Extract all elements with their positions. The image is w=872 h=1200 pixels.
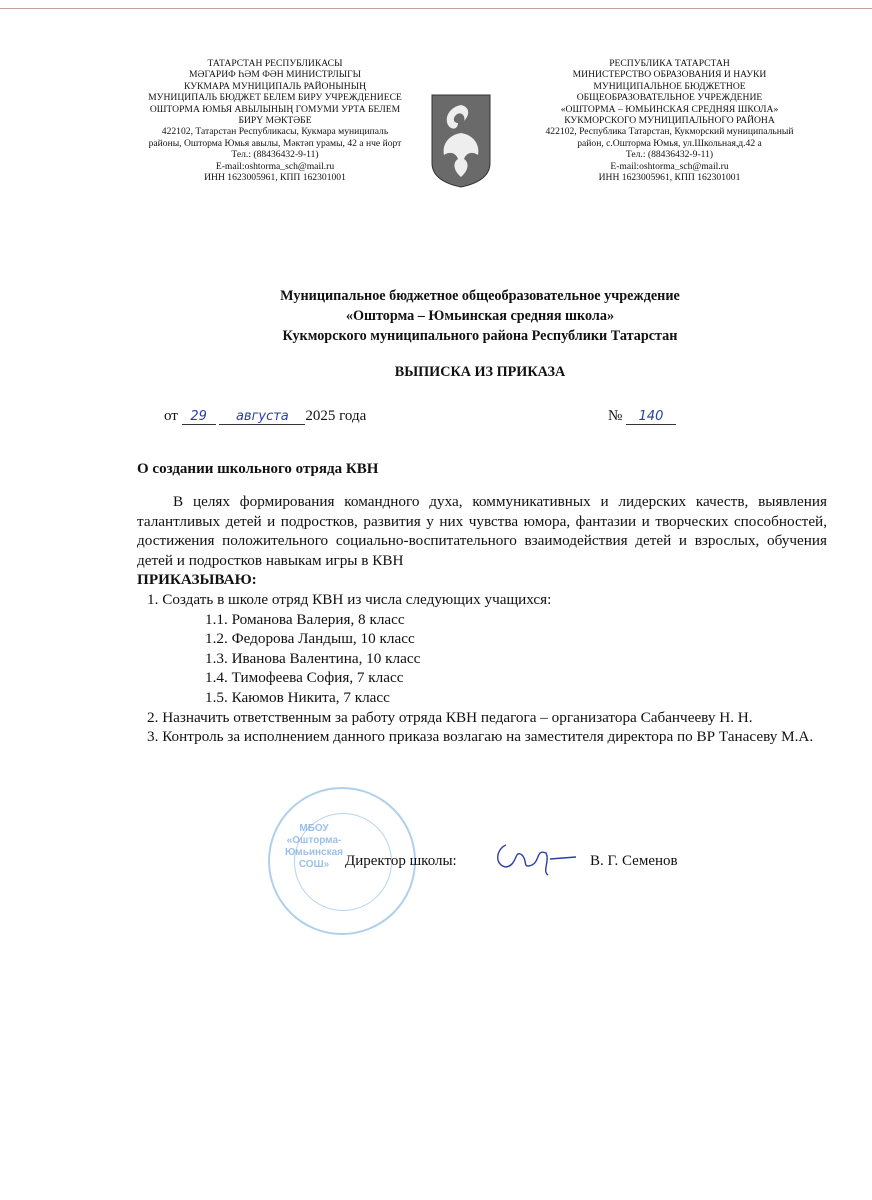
date-prefix: от — [164, 408, 178, 424]
header-line: 422102, Республика Татарстан, Кукморский муниципальный — [545, 126, 794, 138]
header-line: РЕСПУБЛИКА ТАТАРСТАН — [609, 58, 730, 69]
header-line: ОШТОРМА ЮМЬЯ АВЫЛЫНЫҢ ГОМУМИ УРТА БЕЛЕМ — [149, 103, 401, 115]
order-item: 3. Контроль за исполнением данного приказа возлагаю на заместителя директора по ВР Танасеву М.А. — [147, 728, 814, 746]
header-line: КУКМОРСКОГО МУНИЦИПАЛЬНОГО РАЙОНА — [564, 115, 775, 127]
order-word: ПРИКАЗЫВАЮ: — [137, 571, 257, 589]
org-name-line: Кукморского муниципального района Республики Татарстан — [282, 328, 678, 344]
header-line: МУНИЦИПАЛЬНОЕ БЮДЖЕТНОЕ — [593, 80, 746, 92]
header-line: Тел.: (88436432-9-11) — [231, 149, 319, 161]
handwritten-signature — [488, 835, 588, 880]
student-item: 1.4. Тимофеева София, 7 класс — [205, 669, 404, 687]
student-item: 1.1. Романова Валерия, 8 класс — [205, 610, 405, 628]
scan-edge — [0, 8, 872, 9]
header-line: E-mail:oshtorma_sch@mail.ru — [215, 160, 335, 172]
header-line: ИНН 1623005961, КПП 162301001 — [598, 172, 741, 184]
header-line: ИНН 1623005961, КПП 162301001 — [204, 172, 346, 184]
number-label: № — [608, 408, 623, 424]
order-subject: О создании школьного отряда КВН — [137, 461, 379, 477]
order-item: 1. Создать в школе отряд КВН из числа следующих учащихся: — [147, 590, 552, 608]
header-line: МИНИСТЕРСТВО ОБРАЗОВАНИЯ И НАУКИ — [572, 69, 767, 81]
document-title: ВЫПИСКА ИЗ ПРИКАЗА — [394, 364, 566, 380]
date-year: 2025 года — [305, 408, 367, 424]
student-item: 1.2. Федорова Ландыш, 10 класс — [205, 630, 415, 648]
header-line: МӘГАРИФ ҺӘМ ФӘН МИНИСТРЛЫГЫ — [188, 69, 362, 81]
header-line: E-mail:oshtorma_sch@mail.ru — [610, 160, 729, 172]
order-item: 2. Назначить ответственным за работу отряда КВН педагога – организатора Сабанчееву Н. Н. — [147, 708, 753, 726]
org-name-line: Муниципальное бюджетное общеобразовательное учреждение — [280, 288, 680, 304]
signature-role: Директор школы: — [345, 853, 457, 869]
header-right-russian — [527, 58, 812, 183]
student-item: 1.5. Каюмов Никита, 7 класс — [205, 688, 390, 706]
header-line: КУКМАРА МУНИЦИПАЛЬ РАЙОНЫНЫҢ — [183, 80, 366, 92]
order-date — [164, 408, 366, 425]
header-line: районы, Ошторма Юмья авылы, Мәктәп урамы, 42 а нче йорт — [148, 137, 402, 149]
order-number — [608, 408, 676, 425]
header-line: Тел.: (88436432-9-11) — [625, 149, 714, 161]
student-item: 1.3. Иванова Валентина, 10 класс — [205, 649, 421, 667]
header-line: район, с.Ошторма Юмья, ул.Школьная,д.42 а — [577, 137, 762, 149]
date-month: августа — [219, 409, 305, 425]
date-day: 29 — [182, 409, 216, 425]
org-name-line: «Ошторма – Юмьинская средняя школа» — [345, 308, 615, 324]
order-body — [137, 492, 827, 747]
coat-of-arms-emblem — [430, 93, 492, 188]
header-line: ТАТАРСТАН РЕСПУБЛИКАСЫ — [207, 58, 343, 69]
header-left-tatar — [130, 58, 420, 183]
number-value: 140 — [626, 409, 676, 425]
header-line: БИРҮ МӘКТӘБЕ — [238, 115, 312, 127]
header-line: «ОШТОРМА – ЮМЬИНСКАЯ СРЕДНЯЯ ШКОЛА» — [560, 103, 779, 115]
header-line: ОБЩЕОБРАЗОВАТЕЛЬНОЕ УЧРЕЖДЕНИЕ — [576, 92, 763, 104]
signatory-name: В. Г. Семенов — [590, 853, 678, 869]
preamble: В целях формирования командного духа, коммуникативных и лидерских качеств, выявления талантливых детей и подростков, развития у них чувства юмора, фантазии и творческих способностей, достижения положительного социально-воспитательного взаимодействия детей и взрослых, обучения детей и подростков навыкам игры в КВН — [137, 493, 827, 569]
stamp-text: МБОУ «Ошторма-Юмьинская СОШ» — [284, 823, 343, 870]
header-line: 422102, Татарстан Республикасы, Кукмара муниципаль — [161, 126, 389, 138]
header-line: МУНИЦИПАЛЬ БЮДЖЕТ БЕЛЕМ БИРУ УЧРЕЖДЕНИЕСЕ — [148, 92, 402, 104]
